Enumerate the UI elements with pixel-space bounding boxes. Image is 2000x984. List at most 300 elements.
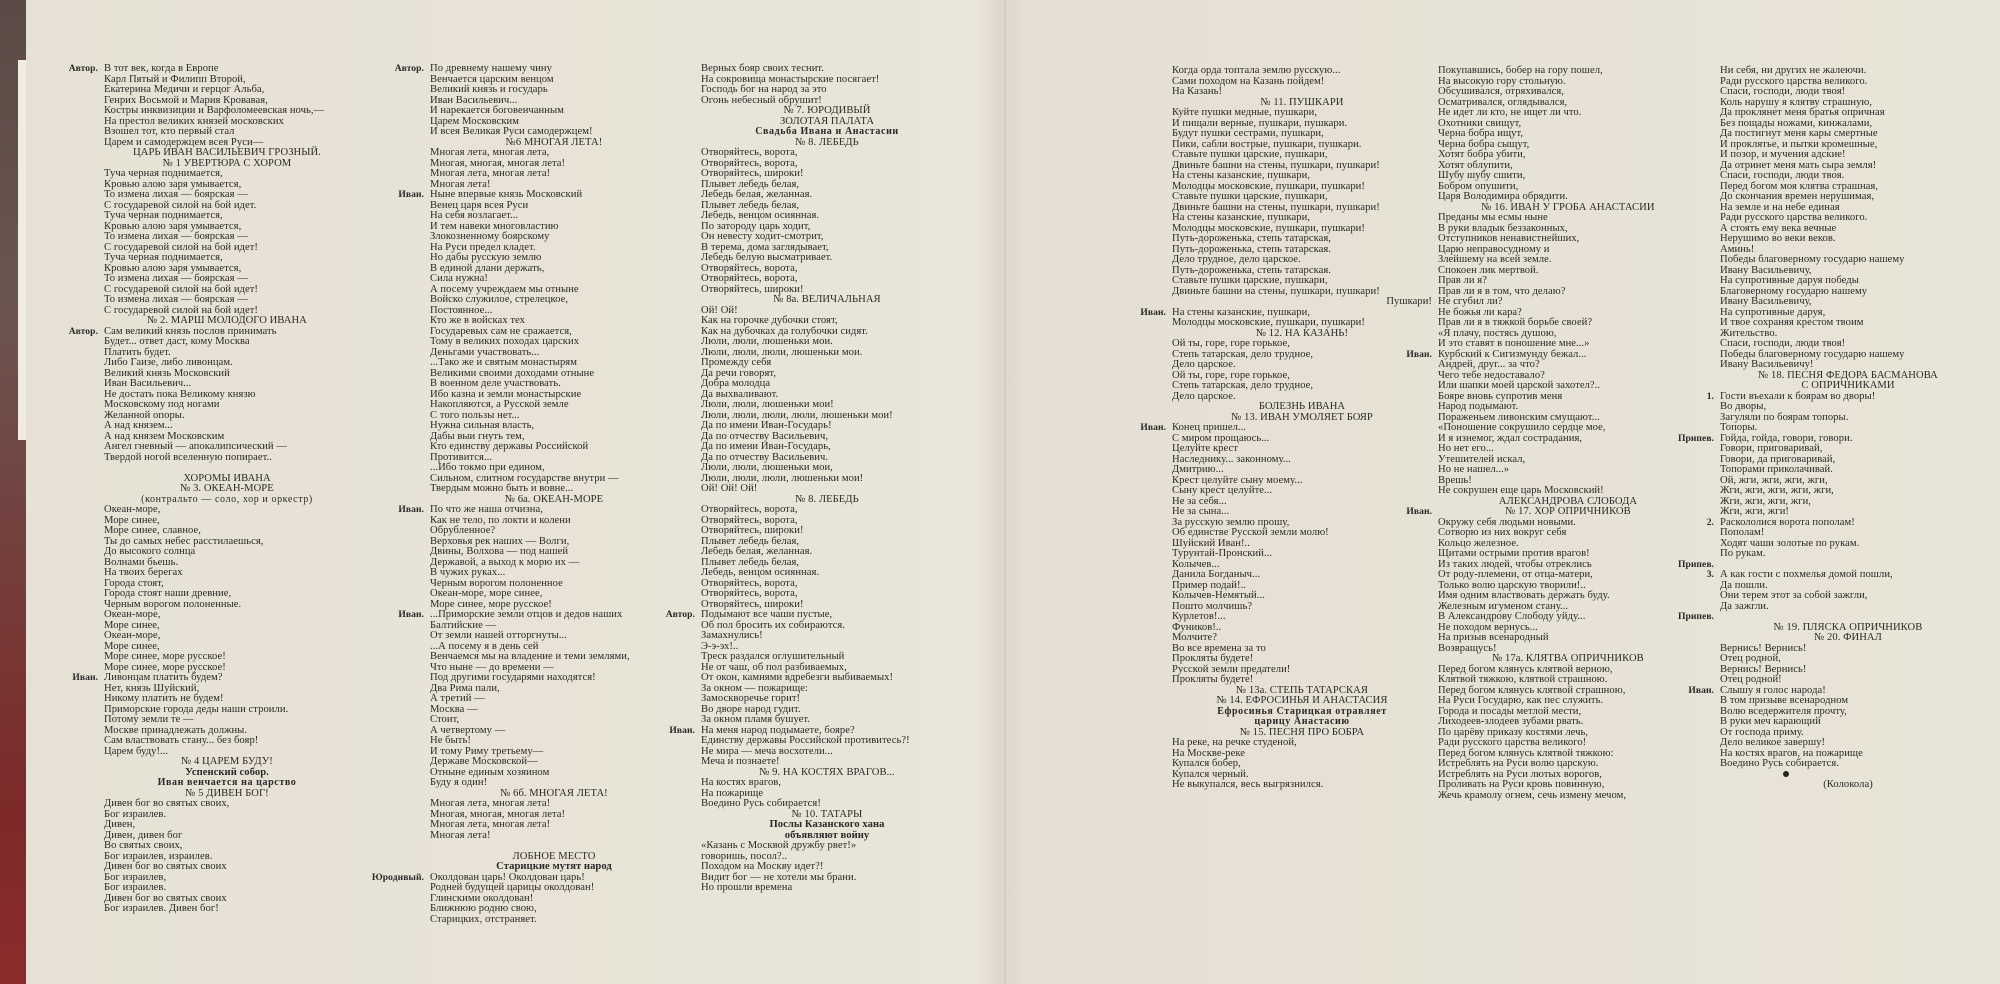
line-text: царицу Анастасию — [1254, 716, 1350, 727]
text-line — [430, 831, 678, 842]
line-text: И твое сохраняя крестом твоим — [1720, 317, 1864, 328]
line-text: Море синее, море русское! — [104, 651, 226, 662]
line-text: № 8. ЛЕБЕДЬ — [795, 493, 859, 505]
line-text: Они терем этот за собой зажгли, — [1720, 590, 1868, 601]
speaker-label: Иван. — [398, 504, 424, 515]
line-text: На Руси предел кладет. — [430, 241, 536, 253]
line-text: Бобром опушити, — [1438, 180, 1519, 192]
line-text: Замоскворечье горит! — [701, 693, 801, 704]
line-text: Ой ты, горе, горе горькое, — [1172, 338, 1290, 349]
line-text: Двины, Волхова — под нашей — [430, 546, 569, 557]
line-text: Да речи говорят, — [701, 367, 777, 379]
line-text: Хотят бобра убити, — [1438, 149, 1526, 160]
line-text: № 10. ТАТАРЫ — [791, 808, 863, 820]
line-text: В тот век, когда в Европе — [104, 63, 219, 74]
line-text: Да по отчеству Васильевич, — [701, 430, 829, 442]
line-text: Но не нашел...» — [1438, 464, 1510, 475]
line-text: ...Ибо токмо при едином, — [430, 462, 545, 473]
line-text: Взошел тот, кто первый стал — [104, 126, 235, 137]
line-text: Океан-море, — [104, 609, 161, 620]
line-text: (Колокола) — [1823, 779, 1873, 790]
text-line — [701, 631, 953, 642]
line-text: Дивен, дивен бог — [104, 829, 183, 841]
line-text: На земле и на небе единая — [1720, 201, 1840, 213]
line-text: Ой ты, горе, горе горькое, — [1172, 369, 1290, 381]
line-text: Только волю царскую творили!.. — [1438, 579, 1586, 591]
text-column-4 — [1140, 65, 1432, 791]
speaker-label: Иван. — [398, 609, 424, 620]
line-text: Железным игуменом стану... — [1438, 600, 1569, 612]
line-text: Без пощады ножами, кинжалами, — [1720, 117, 1873, 129]
line-text: Замахнулись! — [701, 630, 763, 641]
line-text: Два Рима пали, — [430, 682, 500, 694]
text-line — [1720, 413, 1976, 424]
text-line — [701, 883, 953, 894]
line-text: БОЛЕЗНЬ ИВАНА — [1258, 401, 1346, 412]
line-text: Противится... — [430, 451, 493, 463]
line-text: То измена лихая — боярская — — [104, 231, 248, 242]
line-text: Преданы мы есмы ныне — [1438, 212, 1548, 223]
line-text: Буду я один! — [430, 777, 488, 788]
speaker-label: 1. — [1706, 390, 1714, 402]
line-text: говоришь, посол?.. — [701, 850, 788, 862]
line-text: Не сгубил ли? — [1438, 296, 1503, 307]
line-text: И пищали верные, пушкари, пушкари. — [1172, 117, 1348, 129]
line-text: Отворяйтесь, ворота, — [701, 273, 798, 284]
line-text: Бог израилев. — [104, 882, 167, 893]
line-text: Москве принадлежать должны. — [104, 724, 248, 736]
text-line — [104, 453, 350, 464]
line-text: №6 МНОГАЯ ЛЕТА! — [505, 136, 603, 148]
line-text: А стоять ему века вечные — [1720, 222, 1837, 234]
line-text: За окном — пожарище: — [701, 682, 808, 694]
line-text: Крест целуйте сыну моему... — [1172, 474, 1303, 486]
line-text: И это ставят в поношение мне...» — [1438, 338, 1590, 349]
line-text: На супротивные даруя, — [1720, 306, 1826, 318]
line-text: На меня народ подымаете, бояре? — [701, 724, 855, 736]
line-text: Отворяйтесь, ворота, — [701, 504, 798, 515]
line-text: Туча черная поднимается, — [104, 252, 223, 263]
line-text: № 17а. КЛЯТВА ОПРИЧНИКОВ — [1492, 653, 1644, 664]
line-text: Или шапки моей царской захотел?.. — [1438, 380, 1601, 391]
line-text: Будет... ответ даст, кому Москва — [104, 336, 250, 347]
line-text: Жги, жги, жги, жги, — [1720, 495, 1811, 507]
line-text: Океан-море, море синее, — [430, 588, 543, 599]
line-text: Войско служилое, стрелецкое, — [430, 294, 569, 305]
line-text: Сотворю из них вокруг себя — [1438, 527, 1567, 538]
line-text: Промежду себя — [701, 357, 772, 368]
line-text: Двиньте башни на стены, пушкари, пушкари! — [1172, 159, 1380, 171]
line-text: А посему учреждаем мы отныне — [430, 283, 579, 295]
speaker-label: Иван. — [1140, 422, 1166, 433]
line-text: Кто же в войсках тех — [430, 315, 525, 326]
line-text: С государевой силой на бой идет! — [104, 283, 258, 295]
line-text: Молодцы московские, пушкари, пушкари! — [1172, 222, 1365, 234]
line-text: Глинскими околдован! — [430, 892, 534, 904]
line-text: № 15. ПЕСНЯ ПРО БОБРА — [1239, 726, 1365, 738]
line-text: На себя возлагает... — [430, 210, 519, 221]
line-text: С того пользы нет... — [430, 409, 520, 421]
line-text: Во дворе народ гудит. — [701, 703, 801, 715]
line-text: Многая, многая, многая лета! — [430, 808, 566, 820]
line-text: И тем навеки многовластию — [430, 220, 559, 232]
line-text: Целуйте крест — [1172, 443, 1238, 454]
line-text: С государевой силой на бой идет. — [104, 199, 257, 211]
line-text: ...Тако же и святым монастырям — [430, 357, 577, 368]
line-text: Врешь! — [1438, 474, 1472, 486]
line-text: Да постигнут меня кары смертные — [1720, 128, 1878, 139]
line-text: А третий — — [430, 693, 485, 704]
text-line — [1720, 549, 1976, 560]
line-text: В руки меч карающий — [1720, 716, 1821, 727]
speaker-label: Иван. — [1406, 506, 1432, 517]
line-text: Многая лета, многая лета! — [430, 168, 551, 179]
line-text: Ой! Ой! — [701, 304, 738, 316]
line-text: С ОПРИЧНИКАМИ — [1801, 380, 1895, 391]
line-text: Плывет лебедь белая, — [701, 556, 800, 568]
line-text: ...А посему я в день сей — [430, 640, 539, 652]
line-text: Перед богом клянусь клятвой тяжкою: — [1438, 747, 1614, 759]
line-text: Накопляются, а Русской земле — [430, 399, 569, 410]
line-text: Что ныне — до времени — — [430, 661, 554, 673]
line-text: Околдован царь! Околдован царь! — [430, 871, 585, 883]
line-text: Господь бог на народ за это — [701, 84, 827, 95]
speaker-label: Автор. — [394, 63, 424, 74]
text-line — [1720, 602, 1976, 613]
line-text: Венчается царским венцом — [430, 73, 554, 85]
line-text: Не идет ли кто, не ищет ли что. — [1438, 107, 1582, 118]
line-text: Люли, люли, люли, люшеньки мои. — [701, 346, 863, 358]
line-text: Люли, люли, люли, люли, люшеньки мои! — [701, 409, 893, 421]
speaker-label: Автор. — [68, 325, 98, 337]
line-text: Москва — — [430, 703, 478, 715]
line-text: № 20. ФИНАЛ — [1814, 632, 1882, 643]
line-text: ЗОЛОТАЯ ПАЛАТА — [779, 115, 875, 127]
line-text: Ни себя, ни других не жалеючи. — [1720, 65, 1867, 76]
line-text: № 6б. МНОГАЯ ЛЕТА! — [500, 787, 608, 799]
line-text: А над князем Московским — [104, 430, 225, 442]
line-text: Дело царское. — [1172, 390, 1236, 402]
line-text: Ангел гневный — апокалипсический — — [104, 441, 287, 452]
line-text: Пушкари! — [1386, 296, 1432, 307]
line-text: Ибо казна и земли монастырские — [430, 388, 582, 400]
line-text: Осматривался, оглядывался, — [1438, 96, 1568, 108]
line-text: До высокого солнца — [104, 546, 196, 557]
line-text: Об пол бросить их собираются. — [701, 619, 846, 631]
line-text: Меча и познаете! — [701, 756, 780, 767]
line-text: Отворяйтесь, ворота, — [701, 588, 798, 599]
line-text: Прокляты будете! — [1172, 653, 1254, 664]
line-text: Платить будет. — [104, 346, 171, 358]
line-text: Не за сына... — [1172, 506, 1230, 517]
line-text: За окном пламя бушует. — [701, 714, 810, 725]
line-text: Под другими государями находятся! — [430, 672, 596, 683]
line-text: Сам великий князь послов принимать — [104, 325, 277, 337]
line-text: Отворяйтесь, ворота, — [701, 514, 798, 526]
line-text: Шубу шубу сшити, — [1438, 170, 1526, 181]
line-text: Огонь небесный обрушит! — [701, 94, 822, 106]
text-line — [1720, 234, 1976, 245]
line-text: И нарекается боговенчанным — [430, 105, 564, 116]
line-text: Да по имени Иван-Государь! — [701, 420, 832, 431]
line-text: И я изнемог, ждал сострадания, — [1438, 432, 1583, 444]
line-text: Дело великое завершу! — [1720, 737, 1826, 748]
line-text: № 19. ПЛЯСКА ОПРИЧНИКОВ — [1773, 621, 1923, 633]
line-text: Черна бобра сыщут, — [1438, 138, 1530, 150]
speaker-label: Юродивый. — [371, 871, 424, 883]
line-text: АЛЕКСАНДРОВА СЛОБОДА — [1498, 495, 1638, 507]
line-text: На Москве-реке — [1172, 747, 1246, 759]
line-text: По древнему нашему чину — [430, 63, 553, 74]
line-text: Царем буду!... — [104, 745, 169, 757]
line-text: То измена лихая — боярская — — [104, 294, 248, 305]
line-text: Великий князь Московский — [104, 367, 230, 379]
line-text: Как не тело, по локти и колени — [430, 514, 571, 526]
line-text: За русскую землю прошу, — [1172, 516, 1290, 528]
line-text: Никому платить не будем! — [104, 693, 224, 704]
line-text: Ивану Васильевичу, — [1720, 264, 1812, 276]
speaker-label: Автор. — [665, 609, 695, 620]
line-text: Русской земли предатели! — [1172, 663, 1291, 675]
line-text: Сами походом на Казань пойдем! — [1172, 75, 1325, 87]
line-text: Не от чаш, об пол разбиваемых, — [701, 661, 847, 673]
line-text: Не выкупался, весь выгрязнился. — [1172, 779, 1324, 790]
line-text: Многая лета, многая лета! — [430, 798, 551, 809]
line-text: Венчаемся мы на владение и теми землями, — [430, 651, 630, 662]
line-text: Колычев... — [1172, 558, 1220, 570]
text-line — [430, 705, 678, 716]
line-text: Потому земли те — — [104, 714, 194, 725]
line-text: Да по отчеству Васильевич. — [701, 451, 829, 463]
line-text: Черным ворогом полоненное — [430, 577, 563, 589]
line-text: И всея Великая Руси самодержцем! — [430, 126, 593, 137]
line-text: Курлетов!... — [1172, 611, 1226, 622]
line-text: Кто единству державы Российской — [430, 441, 589, 452]
line-text: Иван Васильевич... — [430, 94, 518, 106]
line-text: На высокую гору стольную. — [1438, 75, 1566, 87]
line-text: Вернись! Вернись! — [1720, 642, 1807, 654]
line-text: Не сокрушен еще царь Московский! — [1438, 485, 1604, 496]
line-text: Плывет лебедь белая, — [701, 178, 800, 190]
line-text: В чужих руках... — [430, 567, 506, 578]
line-text: Иван Васильевич... — [104, 378, 192, 389]
line-text: На пожарище — [701, 787, 764, 799]
line-text: Купался черный. — [1172, 768, 1249, 780]
speaker-label: Припев. — [1677, 432, 1714, 444]
line-text: Топоры. — [1720, 422, 1758, 433]
line-text: Вернись! Вернись! — [1720, 663, 1807, 675]
line-text: «Казань с Москвой дружбу рвет!» — [701, 840, 857, 851]
line-text: Ставьте пушки царские, пушкари, — [1172, 191, 1328, 202]
line-text: Море синее, славное, — [104, 525, 201, 536]
line-text: Многая лета, многая лета! — [430, 819, 551, 830]
line-text: Дело царское. — [1172, 359, 1236, 370]
line-text: Как на дубочках да голубочки сидят. — [701, 325, 868, 337]
line-text: Обрубленное? — [430, 525, 496, 536]
line-text: Лиходеев-злодеев зубами рвать. — [1438, 716, 1584, 727]
text-line — [1720, 759, 1976, 770]
line-text: То измена лихая — боярская — — [104, 273, 248, 284]
line-text: Обсушивался, отряхивался, — [1438, 86, 1565, 97]
line-text: Успенский собор. — [185, 766, 269, 778]
line-text: Лебедь белая, желанная. — [701, 189, 813, 200]
line-text: № 18. ПЕСНЯ ФЕДОРА БАСМАНОВА — [1758, 369, 1938, 381]
line-text: Охотники свищут, — [1438, 117, 1522, 129]
line-text: А как гости с похмелья домой пошли, — [1720, 569, 1893, 580]
line-text: На престол великих князей московских — [104, 115, 284, 127]
line-text: Сильном, слитном государстве внутри — — [430, 472, 619, 484]
line-text: С государевой силой на бой идет! — [104, 241, 258, 253]
line-text: На костях врагов, — [701, 777, 782, 788]
line-text: Жги, жги, жги, жги, жги, — [1720, 485, 1834, 496]
line-text: Победы благоверному государю нашему — [1720, 348, 1905, 360]
line-text: Спаси, господи, люди твоя! — [1720, 86, 1846, 97]
line-text: На Казань! — [1172, 86, 1223, 97]
line-text: От господа приму. — [1720, 726, 1804, 738]
line-text: От земли нашей отторгнуты... — [430, 630, 567, 641]
line-text: И позор, и мучения адские! — [1720, 149, 1846, 160]
line-text: Жительство. — [1720, 327, 1778, 339]
line-text: Кольцо железное. — [1438, 537, 1519, 549]
line-text: Молодцы московские, пушкари, пушкари! — [1172, 317, 1365, 328]
line-text: Сила нужна! — [430, 273, 488, 284]
line-text: Бог израилев, израилев. — [104, 850, 213, 862]
line-text: № 12. НА КАЗАНЬ! — [1255, 327, 1349, 339]
line-text: И тому Риму третьему— — [430, 745, 544, 757]
line-text: Походом на Москву идет?! — [701, 861, 824, 872]
line-text: Истреблять на Руси лютых ворогов, — [1438, 768, 1602, 780]
line-text: «Поношение сокрушило сердце мое, — [1438, 422, 1606, 433]
line-text: Бог израилев, — [104, 871, 167, 883]
line-text: ЦАРЬ ИВАН ВАСИЛЬЕВИЧ ГРОЗНЫЙ. — [133, 147, 321, 158]
speaker-label: Иван. — [1406, 348, 1432, 360]
line-text: На костях врагов, на пожарище — [1720, 747, 1863, 759]
line-text: На сокровища монастырские посягает! — [701, 73, 880, 85]
line-text: На призыв всенародный — [1438, 632, 1549, 643]
text-line — [1438, 465, 1698, 476]
text-column-1 — [68, 63, 350, 915]
line-text: Гойда, гойда, говори, говори. — [1720, 432, 1853, 444]
line-text: Турунтай-Пронский... — [1172, 548, 1273, 559]
line-text: А над князем... — [104, 420, 173, 431]
line-text: Карл Пятый и Филипп Второй, — [104, 73, 246, 85]
line-text: Во все времена за то — [1172, 642, 1266, 654]
line-text: На супротивные даруя победы — [1720, 275, 1859, 286]
line-text: Добра молодца — [701, 378, 771, 389]
line-text: (контральто — соло, хор и оркестр) — [141, 493, 313, 505]
speaker-label: 3. — [1706, 569, 1714, 580]
line-text: Дивен, — [104, 819, 136, 830]
line-text: Злокозненному боярскому — [430, 231, 550, 242]
line-text: Стоит, — [430, 714, 460, 725]
line-text: На твоих берегах — [104, 567, 183, 578]
line-text: Загуляли по боярам топоры. — [1720, 411, 1849, 423]
line-text: Дивен бог во святых своих — [104, 861, 227, 872]
line-text: Имя одним властвовать держать буду. — [1438, 590, 1610, 601]
line-text: Двиньте башни на стены, пушкари, пушкари! — [1172, 201, 1380, 213]
line-text: Многая лета, многая лета, — [430, 147, 550, 158]
line-text: Но дабы русскую землю — [430, 252, 542, 263]
line-text: По что же наша отчизна, — [430, 504, 543, 515]
line-text: Ливонцам платить будем? — [104, 672, 223, 683]
line-text: По рукам. — [1720, 548, 1766, 559]
text-line — [701, 295, 953, 306]
line-text: Отворяйтесь, широки! — [701, 598, 804, 610]
line-text: Океан-море, — [104, 504, 161, 515]
line-text: Ради русского царства великого! — [1438, 737, 1587, 748]
line-text: По затороду царь ходит, — [701, 220, 811, 232]
line-text: Спокоен лик мертвой. — [1438, 264, 1539, 276]
line-text: Пораженьем ливонским смущают... — [1438, 411, 1600, 423]
line-text: Утешителей искал, — [1438, 453, 1526, 465]
line-text: Треск раздался оглушительный — [701, 651, 845, 662]
line-text: Отворяйтесь, ворота, — [701, 577, 798, 589]
line-text: Спаси, господи, люди твоя! — [1720, 338, 1846, 349]
line-text: Наследнику... законному... — [1172, 453, 1291, 465]
line-text: Будут пушки сестрами, пушкари, — [1172, 128, 1324, 139]
line-text: Отныне единым хозяином — [430, 766, 550, 778]
text-line — [1438, 791, 1698, 802]
line-text: На стены казанские, пушкари, — [1172, 170, 1311, 181]
line-text: Лебедь белую высматривает. — [701, 252, 833, 263]
line-text: Отворяйтесь, широки! — [701, 168, 804, 179]
line-text: Не божья ли кара? — [1438, 306, 1522, 318]
line-text: Лебедь, венцом осиянная. — [701, 210, 820, 221]
line-text: Да выхваливают. — [701, 388, 779, 400]
line-text: Люли, люли, люшеньки мои. — [701, 336, 833, 347]
line-text: Щитами острыми против врагов! — [1438, 548, 1590, 559]
line-text: Ивану Васильевичу! — [1720, 359, 1814, 370]
line-text: Море синее, море русское! — [430, 598, 552, 610]
line-text: № 9. НА КОСТЯХ ВРАГОВ... — [759, 766, 895, 778]
line-text: Из таких людей, чтобы отреклись — [1438, 558, 1592, 570]
line-text: Гости въехали к боярам во дворы! — [1720, 390, 1876, 402]
line-text: № 1 УВЕРТЮРА С ХОРОМ — [162, 157, 292, 169]
line-text: Послы Казанского хана — [769, 819, 885, 830]
line-text: Бог израилев. — [104, 808, 167, 820]
line-text: Ради русского царства великого. — [1720, 75, 1868, 87]
line-text: Слышу я голос народа! — [1720, 684, 1826, 696]
line-text: Аминь! — [1720, 243, 1755, 255]
line-text: Родней будущей царицы околдован! — [430, 882, 595, 893]
line-text: Кровью алою заря умывается, — [104, 262, 242, 274]
line-text: Отступников ненавистнейших, — [1438, 233, 1580, 244]
line-text: Ивану Васильевичу, — [1720, 296, 1812, 307]
line-text: Клятвой тяжкою, клятвой страшною. — [1438, 674, 1608, 685]
line-text: Проливать на Руси кровь повинную, — [1438, 779, 1605, 790]
line-text: Да пошли. — [1720, 579, 1768, 591]
line-text: Черным ворогом полоненные. — [104, 598, 242, 610]
center-fold — [1004, 0, 1006, 984]
line-text: Море синее, — [104, 514, 160, 526]
line-text: Дмитрию... — [1172, 464, 1224, 475]
line-text: Двиньте башни на стены, пушкари, пушкари! — [1172, 285, 1380, 297]
line-text: Когда орда топтала землю русскую... — [1172, 65, 1341, 76]
line-text: Лебедь, венцом осиянная. — [701, 567, 820, 578]
line-text: Фуников!.. — [1172, 621, 1222, 633]
text-column-3 — [665, 63, 953, 894]
line-text: ЛОБНОЕ МЕСТО — [512, 850, 596, 862]
line-text: От роду-племени, от отца-матери, — [1438, 569, 1593, 580]
line-text: Во святых своих, — [104, 840, 183, 851]
line-text: Ты до самых небес расстилаешься, — [104, 535, 264, 547]
line-text: Не за себя... — [1172, 495, 1227, 507]
line-text: Державой, а выход к морю их — — [430, 556, 580, 568]
line-text: Хотят облупити, — [1438, 159, 1513, 171]
line-text: Желанной опоры. — [104, 409, 185, 421]
line-text: Жги, жги, жги! — [1720, 506, 1789, 517]
line-text: Верных бояр своих теснит. — [701, 63, 825, 74]
